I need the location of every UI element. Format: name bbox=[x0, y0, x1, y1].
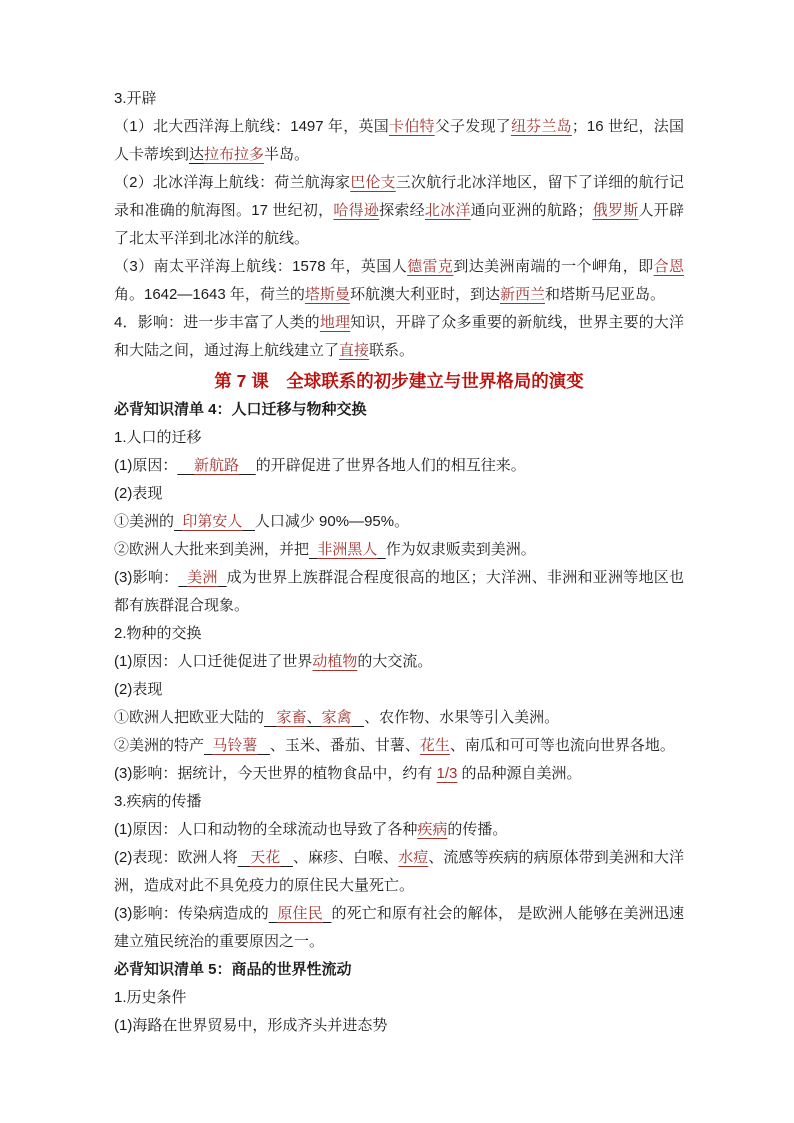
text-run bbox=[177, 457, 194, 474]
text-run: 作为奴隶贩卖到美洲。 bbox=[385, 541, 536, 558]
document-body bbox=[114, 85, 684, 1040]
text-run: 的死亡和原有社会的解体， 是欧洲人能够在美洲迅速建立殖民统治的重要原因之一。 bbox=[114, 905, 684, 950]
text-run: 和塔斯马尼亚岛。 bbox=[544, 286, 665, 303]
lesson-heading bbox=[114, 366, 684, 396]
para-african-slaves bbox=[114, 536, 684, 564]
text-run: 、玉米、番茄、甘薯、 bbox=[269, 737, 420, 754]
text-run: ②美洲的特产 bbox=[114, 737, 205, 754]
text-run: ①美洲的 bbox=[114, 513, 175, 530]
text-run: 、麻疹、白喉、 bbox=[292, 849, 399, 866]
para-route-arctic bbox=[114, 169, 684, 253]
text-run: 半岛。 bbox=[264, 146, 310, 163]
text-run bbox=[239, 457, 256, 474]
para-eurasia-to-america bbox=[114, 704, 684, 732]
filled-blank-text: 家畜 bbox=[276, 709, 307, 726]
text-run: (3)影响： bbox=[114, 569, 179, 586]
text-run: (2)表现 bbox=[114, 485, 163, 502]
filled-blank-text: 家禽 bbox=[321, 709, 352, 726]
filled-blank-text: 水痘 bbox=[398, 849, 429, 866]
filled-blank-text: 原住民 bbox=[277, 905, 323, 922]
filled-blank-text: 塔斯曼 bbox=[304, 286, 350, 303]
filled-blank-text: 疾病 bbox=[417, 821, 448, 838]
text-run: 必背知识清单 4：人口迁移与物种交换 bbox=[114, 401, 367, 418]
text-run: 联系。 bbox=[369, 342, 415, 359]
text-run bbox=[238, 849, 251, 866]
para-population-migration bbox=[114, 424, 684, 452]
text-run: (2)表现 bbox=[114, 681, 163, 698]
text-run: 、 bbox=[306, 709, 322, 726]
filled-blank-text: 哈得逊 bbox=[333, 202, 380, 219]
text-run: (1)原因：人口和动物的全球流动也导致了各种 bbox=[114, 821, 418, 838]
text-run: 到达美洲南端的一个岬角，即 bbox=[453, 258, 654, 275]
text-run: 人口减少 90%—95%。 bbox=[254, 513, 410, 530]
filled-blank-text: 美洲 bbox=[187, 569, 218, 586]
filled-blank-text: 北冰洋 bbox=[424, 202, 471, 219]
text-run: 、南瓜和可可等也流向世界各地。 bbox=[449, 737, 675, 754]
para-historical-conditions bbox=[114, 984, 684, 1012]
text-run: （1）北大西洋海上航线：1497 年，英国 bbox=[114, 118, 389, 135]
text-run: 达 bbox=[189, 146, 205, 163]
text-run: 第 7 课 全球联系的初步建立与世界格局的演变 bbox=[214, 371, 584, 391]
para-sea-routes bbox=[114, 1012, 684, 1040]
text-run bbox=[242, 513, 255, 530]
text-run: 2.物种的交换 bbox=[114, 625, 202, 642]
text-run: (3)影响：据统计，今天世界的植物食品中，约有 bbox=[114, 765, 437, 782]
para-disease-spread bbox=[114, 788, 684, 816]
text-run bbox=[377, 541, 385, 558]
text-run: （3）南太平洋海上航线：1578 年，英国人 bbox=[114, 258, 408, 275]
text-run: (3)影响：传染病造成的 bbox=[114, 905, 269, 922]
para-disease-manifestation bbox=[114, 844, 684, 900]
para-disease-cause bbox=[114, 816, 684, 844]
text-run bbox=[218, 569, 227, 586]
filled-blank-text: 卡伯特 bbox=[388, 118, 435, 135]
text-run: ②欧洲人大批来到美洲，并把 bbox=[114, 541, 310, 558]
filled-blank-text: 天花 bbox=[250, 849, 281, 866]
text-run: (1)原因： bbox=[114, 457, 178, 474]
para-migration-influence bbox=[114, 564, 684, 620]
filled-blank-text: 直接 bbox=[339, 342, 370, 359]
text-run: 必背知识清单 5：商品的世界性流动 bbox=[114, 961, 352, 978]
para-species-exchange bbox=[114, 620, 684, 648]
filled-blank-text: 俄罗斯 bbox=[592, 202, 639, 219]
filled-blank-text: 巴伦支 bbox=[350, 174, 396, 191]
text-run: 1.人口的迁移 bbox=[114, 429, 202, 446]
text-run: 的大交流。 bbox=[357, 653, 433, 670]
para-impact bbox=[114, 309, 684, 365]
checklist4-title bbox=[114, 396, 684, 424]
text-run: (1)原因：人口迁徙促进了世界 bbox=[114, 653, 313, 670]
text-run: 角。1642—1643 年，荷兰的 bbox=[114, 286, 305, 303]
text-run: 父子发现了 bbox=[434, 118, 511, 135]
filled-blank-text: 非洲黑人 bbox=[317, 541, 378, 558]
checklist5-title bbox=[114, 956, 684, 984]
text-run: 通向亚洲的航路； bbox=[470, 202, 593, 219]
text-run: (2)表现：欧洲人将 bbox=[114, 849, 238, 866]
text-run: 的开辟促进了世界各地人们的相互往来。 bbox=[255, 457, 526, 474]
filled-blank-text: 新航路 bbox=[194, 457, 240, 474]
para-disease-influence bbox=[114, 900, 684, 956]
text-run: 3.开辟 bbox=[114, 90, 157, 107]
text-run: 知识，开辟了众多重要的新航线，世界主要的大洋和大陆之间，通过海上航线建立了 bbox=[114, 314, 684, 359]
text-run: 的传播。 bbox=[447, 821, 508, 838]
filled-blank-text: 马铃薯 bbox=[212, 737, 258, 754]
text-run: 的品种源自美洲。 bbox=[457, 765, 582, 782]
filled-blank-text: 新西兰 bbox=[499, 286, 545, 303]
filled-blank-text: 纽芬兰岛 bbox=[510, 118, 572, 135]
text-run: ①欧洲人把欧亚大陆的 bbox=[114, 709, 265, 726]
para-route-south-pacific bbox=[114, 253, 684, 309]
text-run bbox=[280, 849, 293, 866]
text-run: ；16 世纪，法国人卡蒂埃到 bbox=[114, 118, 684, 163]
filled-blank-text: 动植物 bbox=[312, 653, 358, 670]
text-run: 探索经 bbox=[379, 202, 425, 219]
text-run: 、流感等疾病的病原体带到美洲和大洋洲，造成对此不具免疫力的原住民大量死亡。 bbox=[114, 849, 684, 894]
filled-blank-text: 1/3 bbox=[436, 765, 458, 782]
para-america-specialty bbox=[114, 732, 684, 760]
para-migration-manifestation bbox=[114, 480, 684, 508]
filled-blank-text: 拉布拉多 bbox=[204, 146, 265, 163]
text-run bbox=[352, 709, 365, 726]
para-route-north-atlantic bbox=[114, 113, 684, 169]
filled-blank-text: 花生 bbox=[419, 737, 450, 754]
text-run: 1.历史条件 bbox=[114, 989, 187, 1006]
para-species-influence bbox=[114, 760, 684, 788]
para-kaipi bbox=[114, 85, 684, 113]
text-run: 4．影响：进一步丰富了人类的 bbox=[114, 314, 320, 331]
filled-blank-text: 德雷克 bbox=[407, 258, 454, 275]
text-run bbox=[178, 569, 187, 586]
text-run: 人开辟了北太平洋到北冰洋的航线。 bbox=[114, 202, 684, 247]
para-migration-cause bbox=[114, 452, 684, 480]
filled-blank-text: 地理 bbox=[319, 314, 351, 331]
text-run: 、农作物、水果等引入美洲。 bbox=[364, 709, 560, 726]
text-run: (1)海路在世界贸易中，形成齐头并进态势 bbox=[114, 1017, 388, 1034]
text-run: 环航澳大利亚时，到达 bbox=[349, 286, 500, 303]
text-run: 三次航行北冰洋地区，留下了详细的航行记录和准确的航海图。17 世纪初， bbox=[114, 174, 684, 219]
filled-blank-text: 合恩 bbox=[653, 258, 684, 275]
text-run: 成为世界上族群混合程度很高的地区；大洋洲、非洲和亚洲等地区也都有族群混合现象。 bbox=[114, 569, 684, 614]
text-run: 3.疾病的传播 bbox=[114, 793, 202, 810]
text-run: （2）北冰洋海上航线：荷兰航海家 bbox=[114, 174, 351, 191]
para-species-cause bbox=[114, 648, 684, 676]
text-run bbox=[257, 737, 270, 754]
para-species-manifestation bbox=[114, 676, 684, 704]
filled-blank-text: 印第安人 bbox=[182, 513, 243, 530]
text-run bbox=[264, 709, 277, 726]
para-indians bbox=[114, 508, 684, 536]
